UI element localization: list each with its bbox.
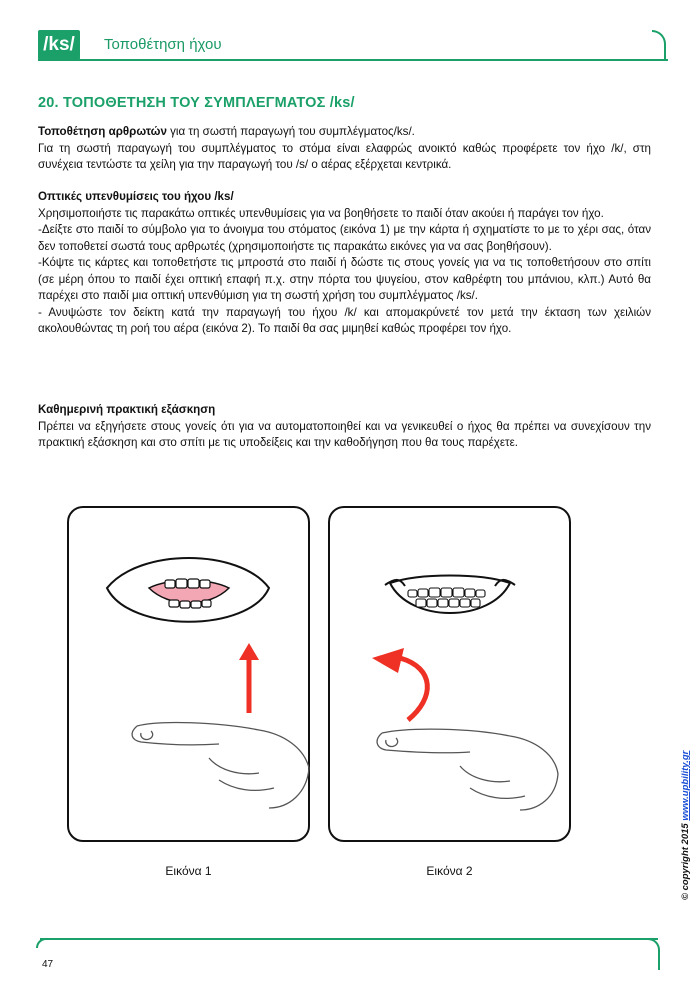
figure-2-caption: Εικόνα 2	[426, 864, 473, 878]
placement-heading: Τοποθέτηση αρθρωτών	[38, 125, 167, 138]
placement-block	[38, 124, 651, 174]
visual-cues-p4: - Ανυψώστε τον δείκτη κατά την παραγωγή του ήχου /k/ και απομακρύνετέ τον μετά την έκταση των χειλιών ακολουθώντας τη ροή του αέρα (εικόνα 2). Το παιδί θα σας μιμηθεί καθώς προφέρει τον ήχο.	[38, 305, 651, 335]
header-corner	[652, 30, 666, 59]
practice-text: Πρέπει να εξηγήσετε στους γονείς ότι για να αυτοματοποιηθεί και να γενικευθεί ο ήχος θα πρέπει να συνεχίσουν την πρακτική εξάσκηση και στο σπίτι με τις υποδείξεις και την καθοδήγηση που θα τους παρέχετε.	[38, 419, 651, 449]
card-spread-lips	[328, 506, 571, 842]
header-divider	[38, 59, 668, 61]
figure-1-caption: Εικόνα 1	[165, 864, 212, 878]
visual-cues-p3: -Κόψτε τις κάρτες και τοποθετήστε τις μπροστά στο παιδί ή δώστε τις στους γονείς για να τις τοποθετήσουν στο σπίτι (σε μέρη όπου το παιδί έχει οπτική επαφή π.χ. στην πόρτα του ψυγείου, στον καθρέφτη του μπάνιου, κλπ.) Αυτό θα παρέχει στο παιδί μια οπτική υπενθύμιση για τη σωστή χρήση του συμπλέγματος /ks/.	[38, 256, 651, 302]
practice-heading: Καθημερινή πρακτική εξάσκηση	[38, 403, 216, 416]
open-mouth-illustration	[69, 508, 312, 844]
placement-heading-rest: για τη σωστή παραγωγή του συμπλέγματος/ks/.	[166, 125, 415, 138]
header-title: Τοποθέτηση ήχου	[104, 36, 222, 53]
page-number: 47	[42, 959, 54, 970]
placement-text: Για τη σωστή παραγωγή του συμπλέγματος το στόμα είναι ελαφρώς ανοικτό καθώς προφέρετε τον ήχο /k/, στη συνέχεια τεντώστε τα χείλη για την παραγωγή του /s/ ο αέρας εξέρχεται κεντρικά.	[38, 141, 651, 171]
practice-block	[38, 402, 651, 452]
footer-corner-right	[646, 938, 660, 970]
visual-cues-block	[38, 189, 651, 338]
copyright-notice	[680, 751, 691, 900]
visual-cues-p1: Χρησιμοποιήστε τις παρακάτω οπτικές υπενθυμίσεις για να βοηθήσετε το παιδί όταν ακούει ή παράγει τον ήχο.	[38, 206, 604, 220]
visual-cues-p2: -Δείξτε στο παιδί το σύμβολο για το άνοιγμα του στόματος (εικόνα 1) με την κάρτα ή σχηματίστε το με το χέρι σας, όταν δεν τοποθετεί σωστά τους αρθρωτές (χρησιμοποιήστε τις παρακάτω εικόνες για να σας βοηθήσουν).	[38, 223, 651, 253]
footer-divider	[40, 938, 658, 940]
copyright-link[interactable]: www.upbility.gr	[680, 750, 691, 821]
copyright-text: © copyright 2015	[680, 820, 691, 900]
visual-cues-heading: Οπτικές υπενθυμίσεις του ήχου /ks/	[38, 190, 234, 203]
card-open-mouth	[67, 506, 310, 842]
spread-lips-illustration	[330, 508, 573, 844]
sound-badge: /ks/	[38, 30, 80, 60]
section-title: 20. ΤΟΠΟΘΕΤΗΣΗ ΤΟΥ ΣΥΜΠΛΕΓΜΑΤΟΣ /ks/	[38, 95, 355, 111]
